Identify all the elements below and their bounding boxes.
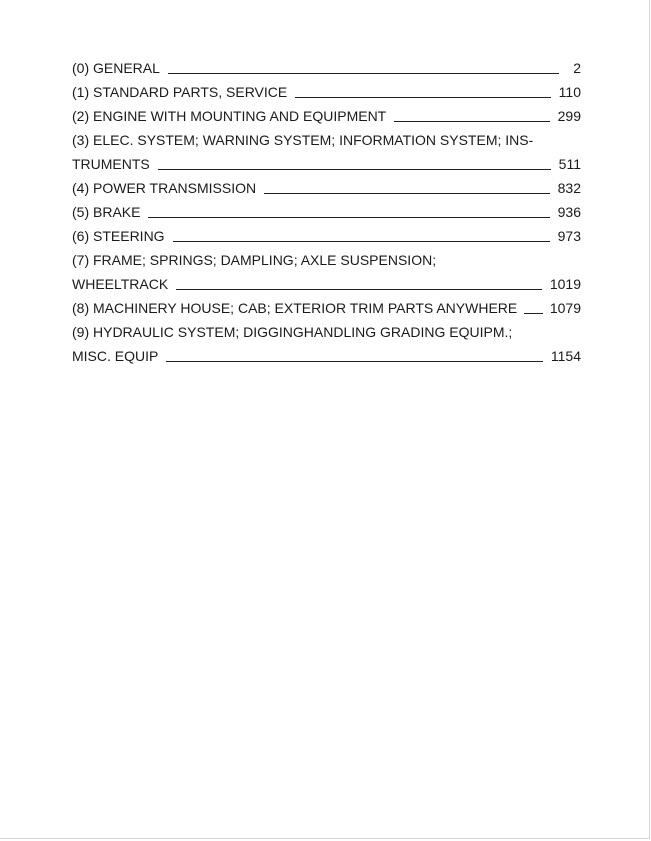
toc-page-number: 1019 [549, 276, 581, 292]
toc-leader-line [173, 241, 550, 242]
toc-entry-label: (9) HYDRAULIC SYSTEM; DIGGINGHANDLING GRADING EQUIPM.; [72, 324, 513, 340]
toc-leader-line [158, 169, 551, 170]
toc-leader-line [168, 73, 559, 74]
toc-page-number: 511 [558, 156, 581, 172]
toc-page-number: 299 [557, 108, 581, 124]
toc-entry-label: (5) BRAKE [72, 204, 141, 220]
toc-entry-elec-system-line2[interactable] [72, 152, 581, 176]
toc-leader-line [166, 361, 543, 362]
toc-entry-label-continued: MISC. EQUIP [72, 348, 159, 364]
toc-leader-line [148, 217, 549, 218]
toc-entry-standard-parts[interactable] [72, 80, 581, 104]
toc-page-number: 2 [573, 60, 581, 76]
toc-leader-line [264, 193, 550, 194]
toc-entry-label-continued: WHEELTRACK [72, 276, 169, 292]
toc-entry-power-transmission[interactable] [72, 176, 581, 200]
toc-leader-line [524, 313, 543, 314]
toc-leader-line [176, 289, 542, 290]
toc-entry-label: (1) STANDARD PARTS, SERVICE [72, 84, 288, 100]
toc-entry-hydraulic-line1[interactable] [72, 320, 581, 344]
toc-page-number: 1154 [550, 348, 581, 364]
toc-entry-machinery-house[interactable] [72, 296, 581, 320]
toc-entry-label: (7) FRAME; SPRINGS; DAMPLING; AXLE SUSPENSION; [72, 252, 437, 268]
toc-entry-general[interactable] [72, 56, 581, 80]
toc-entry-engine[interactable] [72, 104, 581, 128]
toc-entry-label: (8) MACHINERY HOUSE; CAB; EXTERIOR TRIM PARTS ANYWHERE [72, 300, 518, 316]
toc-page-number: 832 [557, 180, 581, 196]
toc-page-number: 110 [558, 84, 581, 100]
toc-entry-label: (2) ENGINE WITH MOUNTING AND EQUIPMENT [72, 108, 387, 124]
toc-entry-label: (4) POWER TRANSMISSION [72, 180, 257, 196]
toc-entry-frame-line1[interactable] [72, 248, 581, 272]
toc-entry-label-continued: TRUMENTS [72, 156, 150, 172]
toc-page-number: 936 [557, 204, 581, 220]
toc-entry-elec-system-line1[interactable] [72, 128, 581, 152]
toc-leader-line [394, 121, 549, 122]
toc-page-number: 1079 [549, 300, 581, 316]
toc-entry-frame-line2[interactable] [72, 272, 581, 296]
table-of-contents [72, 56, 581, 368]
toc-entry-steering[interactable] [72, 224, 581, 248]
toc-entry-label: (3) ELEC. SYSTEM; WARNING SYSTEM; INFORMATION SYSTEM; INS- [72, 132, 534, 148]
toc-entry-label: (6) STEERING [72, 228, 165, 244]
toc-entry-brake[interactable] [72, 200, 581, 224]
toc-leader-line [295, 97, 550, 98]
toc-entry-label: (0) GENERAL [72, 60, 160, 76]
toc-page-number: 973 [557, 228, 581, 244]
toc-entry-hydraulic-line2[interactable] [72, 344, 581, 368]
